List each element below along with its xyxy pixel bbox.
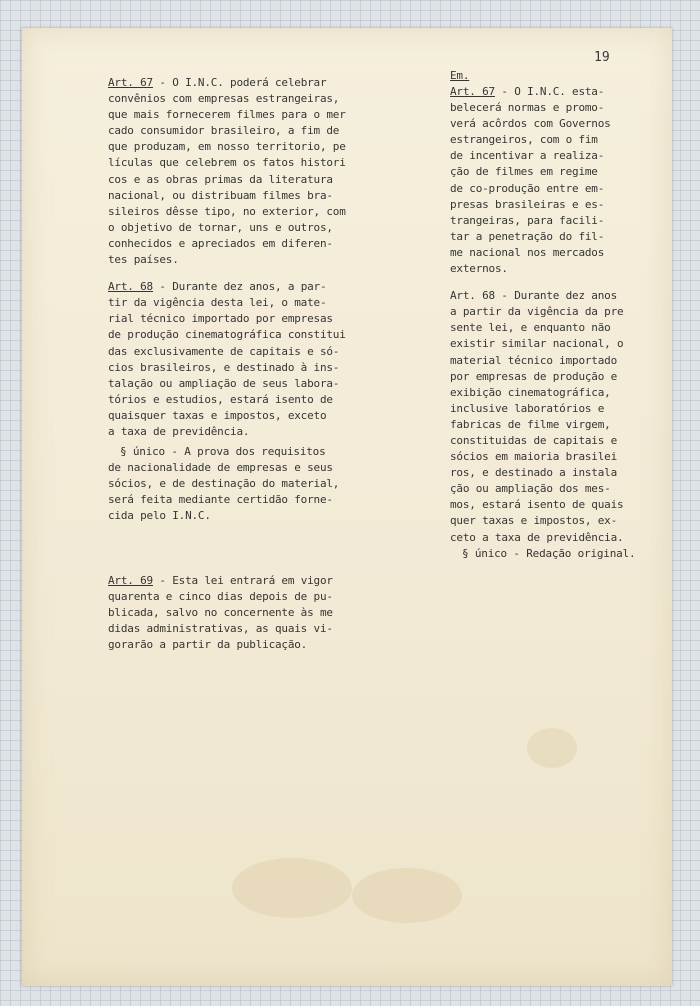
article-68-original xyxy=(108,279,408,440)
article-label: Art. 68 xyxy=(108,280,153,294)
article-text: - O I.N.C. poderá celebrar convênios com empresas estrangeiras, que mais fornecerem filmes para o mer cado consumidor brasileiro, a fim de que produzam, em nosso territorio, pe lículas que celebrem os fatos histori cos e as obras primas da literatura nacional, ou distribuam filmes bra- sileiros dêsse tipo, no exterior, com o objetivo de tornar, uns e outros, conhecidos e apreciados em diferen- tes países. xyxy=(108,76,346,267)
article-68-sole-paragraph: § único - A prova dos requisitos de nacionalidade de empresas e seus sócios, e de destinação do material, será feita mediante certidão forne- cida pelo I.N.C. xyxy=(108,445,340,523)
article-label: Art. 67 xyxy=(450,85,495,98)
article-label: Art. 69 xyxy=(108,573,153,587)
article-text: - O I.N.C. esta- belecerá normas e promo- verá acôrdos com Governos estrangeiros, com o fim de incentivar a realiza- ção de filmes em regime de co-produção entre em- presas brasileiras e es- trangeiras, para facili- tar a penetração do fil- me nacional nos mercados externos. xyxy=(450,85,611,276)
article-text: - Durante dez anos, a par- tir da vigência desta lei, o mate- rial técnico importado por empresas de produção cinematográfica constitui das exclusivamente de capitais e só- cios brasileiros, e destinado à ins- talação ou ampliação de seus labora- tórios e estudios, estará isento de quaisquer taxas e impostos, exceto a taxa de previdência. xyxy=(108,280,346,438)
article-text: - Esta lei entrará em vigor quarenta e cinco dias depois de pu- blicada, salvo no concernente às me didas administrativas, as quais vi- gorarão a partir da publicação. xyxy=(108,573,333,651)
article-label: Art. 68 xyxy=(450,289,495,303)
article-67-original xyxy=(108,75,408,268)
paper-stain xyxy=(527,728,577,768)
article-68-amendment xyxy=(450,288,656,546)
paper-stain xyxy=(232,858,352,918)
right-column xyxy=(426,69,656,568)
amendment-note: Em. xyxy=(450,69,470,82)
article-68-amendment-paragraph: § único - Redação original. xyxy=(462,546,636,560)
paper-stain xyxy=(352,868,462,923)
article-text: - Durante dez anos a partir da vigência da pre sente lei, e enquanto não existir similar nacional, o material técnico importado por empresas de produção e exibição cinematográfica, inclusive laboratórios e fabricas de filme virgem, constituidas de capitais e sócios em maioria brasilei ros, e destinado a instala ção ou ampliação dos mes- mos, estará isento de quais quer taxas e impostos, ex- ceto a taxa de previdência. xyxy=(450,289,624,544)
article-69-original xyxy=(108,573,408,653)
page-number: 19 xyxy=(594,50,610,65)
article-label: Art. 67 xyxy=(108,76,153,89)
left-column xyxy=(108,75,408,664)
article-67-amendment xyxy=(450,84,656,277)
